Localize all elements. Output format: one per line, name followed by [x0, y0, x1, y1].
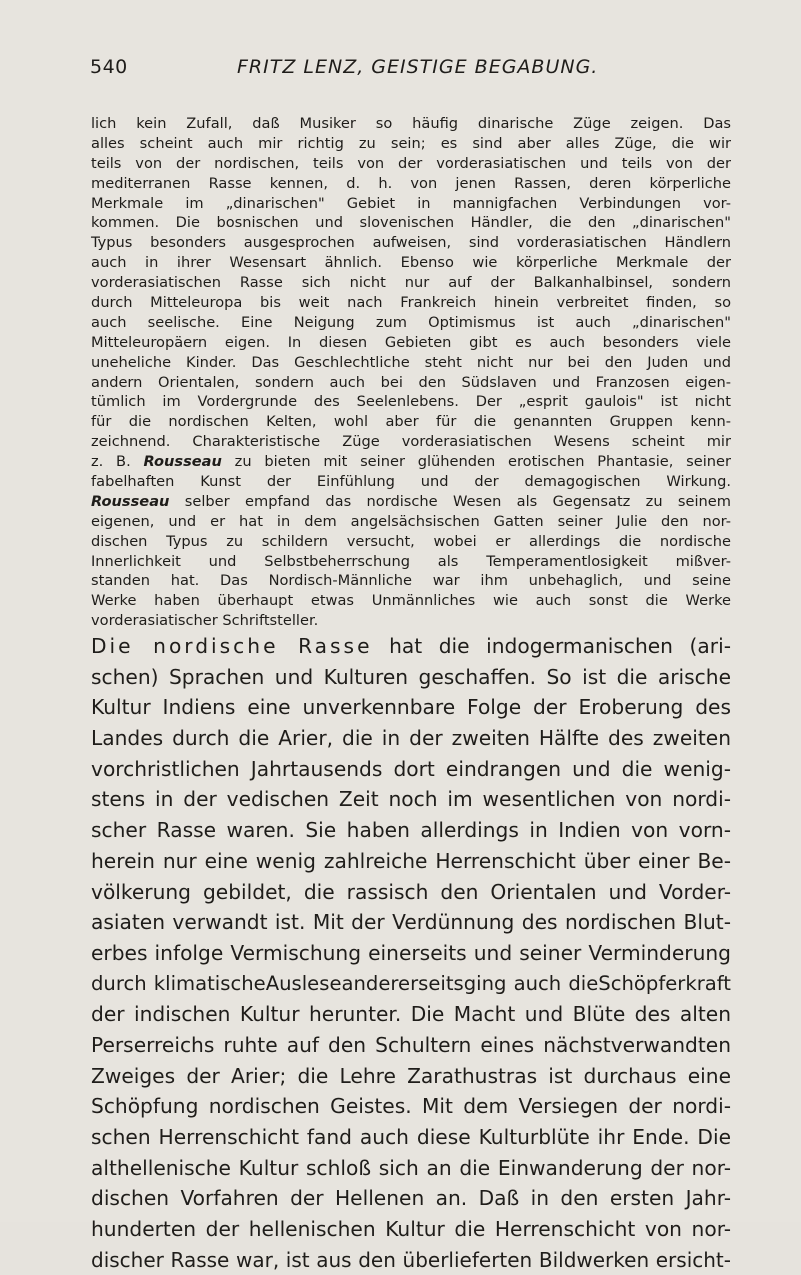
text-line: mediterranen Rasse kennen, d. h. von jenen Rassen, deren körperliche — [91, 174, 731, 192]
text-line: Perserreichs ruhte auf den Schultern eines nächstverwandten — [91, 1032, 731, 1057]
text-fragment: selber empfand das nordische Wesen als Gegensatz zu seinem — [184, 492, 731, 510]
text-line: auch seelische. Eine Neigung zum Optimismus ist auch „dinarischen" — [91, 313, 731, 331]
text-line: zeichnend. Charakteristische Züge vorderasiatischen Wesens scheint mir — [91, 433, 731, 451]
text-fragment: hat die indogermanischen (ari- — [389, 634, 731, 658]
text-line: vorderasiatischer Schriftsteller. — [91, 612, 319, 630]
text-line: Zweiges der Arier; die Lehre Zarathustras ist durchaus eine — [91, 1063, 731, 1088]
text-line: durch Mitteleuropa bis weit nach Frankreich hinein verbreitet finden, so — [91, 294, 731, 312]
emphasis-rousseau: Rousseau — [143, 453, 222, 471]
spaced-emphasis: Die nordische Rasse — [91, 634, 373, 658]
text-line: fabelhaften Kunst der Einfühlung und der demagogischen Wirkung. — [91, 473, 731, 491]
paragraph-2 — [91, 631, 731, 1275]
text-line — [91, 492, 731, 512]
text-line: dischen Vorfahren der Hellenen an. Daß in den ersten Jahr- — [91, 1186, 731, 1211]
text-line: tümlich im Vordergrunde des Seelenlebens. Der „esprit gaulois" ist nicht — [91, 393, 731, 411]
page-header — [90, 56, 730, 86]
text-line: Schöpfung nordischen Geistes. Mit dem Versiegen der nordi- — [91, 1094, 731, 1119]
text-line: lich kein Zufall, daß Musiker so häufig dinarische Züge zeigen. Das — [91, 115, 731, 132]
text-line: Kultur Indiens eine unverkennbare Folge der Eroberung des — [91, 695, 731, 720]
page-number: 540 — [90, 56, 128, 78]
text-line: Typus besonders ausgesprochen aufweisen, sind vorderasiatischen Händlern — [91, 234, 731, 252]
text-fragment: z. B. — [91, 453, 131, 471]
text-line: schen) Sprachen und Kulturen geschaffen. So ist die arische — [91, 664, 731, 689]
text-line: für die nordischen Kelten, wohl aber für die genannten Gruppen kenn- — [91, 413, 731, 431]
text-line: völkerung gebildet, die rassisch den Orientalen und Vorder- — [91, 879, 731, 904]
text-line: der indischen Kultur herunter. Die Macht und Blüte des alten — [91, 1002, 731, 1027]
text-line: schen Herrenschicht fand auch diese Kulturblüte ihr Ende. Die — [91, 1125, 731, 1149]
text-line: vorchristlichen Jahrtausends dort eindrangen und die wenig- — [91, 756, 731, 781]
text-line: Innerlichkeit und Selbstbeherrschung als Temperamentlosigkeit mißver- — [91, 552, 731, 570]
text-line: alles scheint auch mir richtig zu sein; es sind aber alles Züge, die wir — [91, 134, 731, 152]
text-line: althellenische Kultur schloß sich an die Einwanderung der nor- — [91, 1155, 731, 1180]
text-line: Mitteleuropäern eigen. In diesen Gebieten gibt es auch besonders viele — [91, 333, 731, 351]
text-line: dischen Typus zu schildern versucht, wobei er allerdings die nordische — [91, 532, 731, 550]
text-line: standen hat. Das Nordisch-Männliche war ihm unbehaglich, und seine — [91, 572, 731, 590]
text-line: Landes durch die Arier, die in der zweiten Hälfte des zweiten — [91, 726, 731, 751]
running-head: FRITZ LENZ, GEISTIGE BEGABUNG. — [237, 56, 599, 78]
text-line: teils von der nordischen, teils von der vorderasiatischen und teils von der — [91, 154, 731, 172]
text-line: auch in ihrer Wesensart ähnlich. Ebenso wie körperliche Merkmale der — [91, 254, 731, 272]
text-line: Merkmale im „dinarischen" Gebiet in mannigfachen Verbindungen vor- — [91, 194, 731, 212]
text-line — [91, 631, 731, 662]
text-line: uneheliche Kinder. Das Geschlechtliche steht nicht nur bei den Juden und — [91, 353, 731, 371]
text-line: eigenen, und er hat in dem angelsächsischen Gatten seiner Julie den nor- — [91, 512, 731, 530]
text-line: durch klimatischeAusleseandererseitsging auch dieSchöpferkraft — [91, 971, 731, 995]
paragraph-1 — [91, 114, 731, 631]
text-line: herein nur eine wenig zahlreiche Herrenschicht über einer Be- — [91, 848, 731, 873]
text-line: scher Rasse waren. Sie haben allerdings in Indien von vorn- — [91, 818, 731, 843]
text-line: kommen. Die bosnischen und slovenischen Händler, die den „dinarischen" — [91, 214, 731, 232]
text-line: discher Rasse war, ist aus den überlieferten Bildwerken ersicht- — [91, 1247, 731, 1272]
text-line: stens in der vedischen Zeit noch im wesentlichen von nordi- — [91, 787, 731, 812]
text-line: hunderten der hellenischen Kultur die Herrenschicht von nor- — [91, 1217, 731, 1242]
text-line: erbes infolge Vermischung einerseits und seiner Verminderung — [91, 940, 731, 965]
text-line: vorderasiatischen Rasse sich nicht nur auf der Balkanhalbinsel, sondern — [91, 274, 731, 292]
emphasis-rousseau: Rousseau — [91, 492, 170, 510]
text-line: Werke haben überhaupt etwas Unmännliches wie auch sonst die Werke — [91, 592, 731, 610]
text-line — [91, 452, 731, 472]
text-fragment: zu bieten mit seiner glühenden erotischen Phantasie, seiner — [234, 453, 732, 471]
text-line: asiaten verwandt ist. Mit der Verdünnung des nordischen Blut- — [91, 910, 731, 935]
text-line: andern Orientalen, sondern auch bei den Südslaven und Franzosen eigen- — [91, 373, 731, 391]
